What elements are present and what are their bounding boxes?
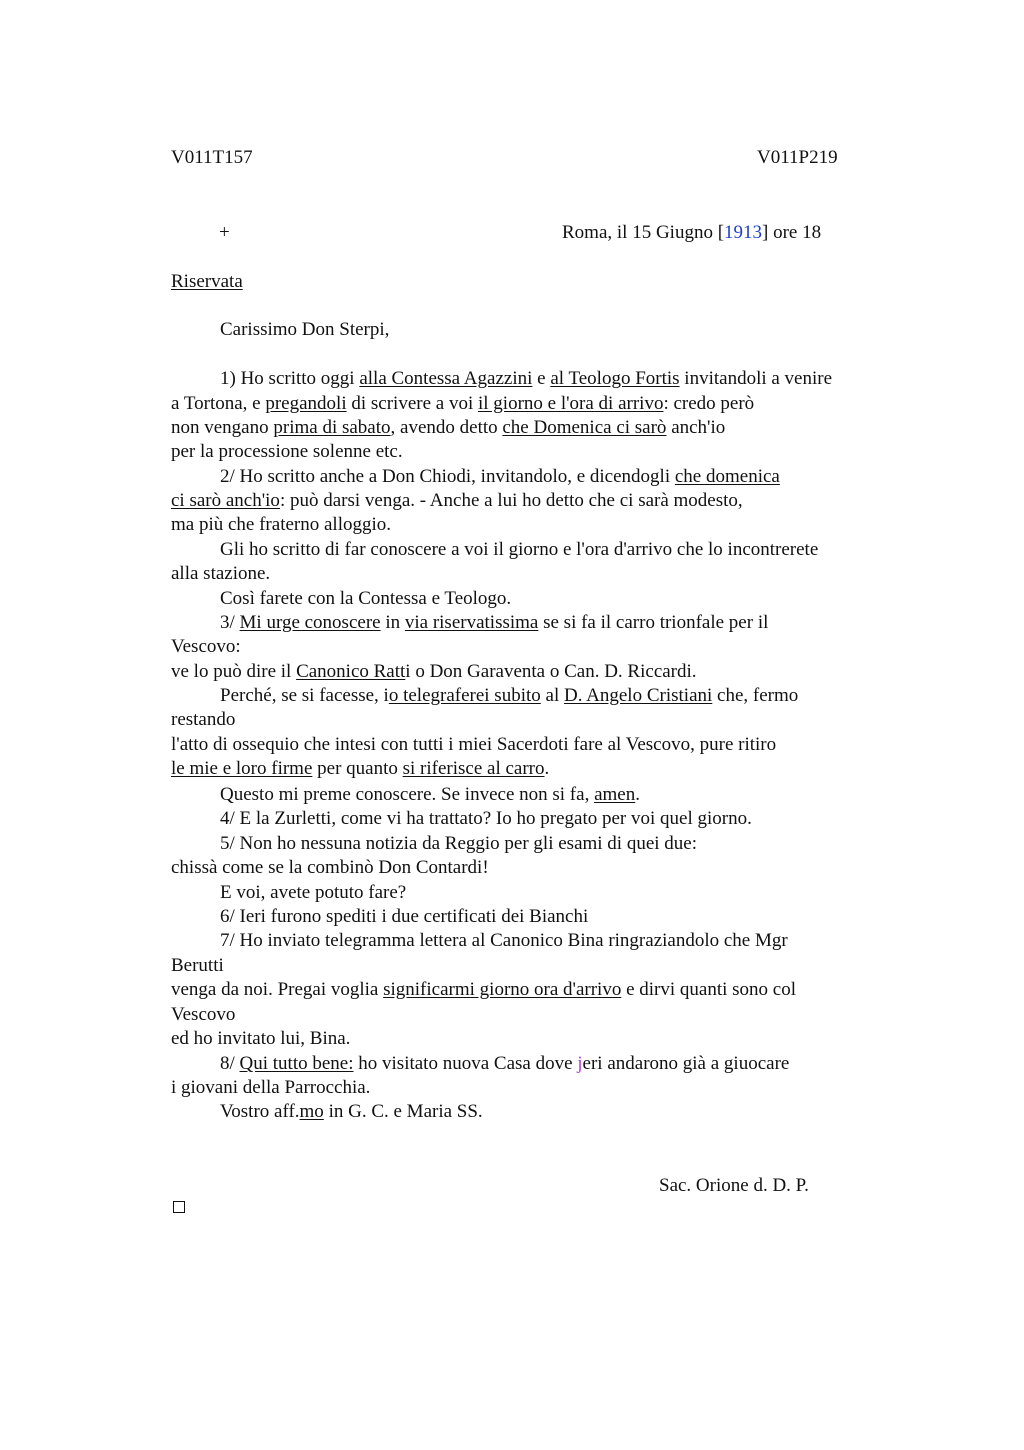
signature: Sac. Orione d. D. P. [659,1175,809,1196]
document-code-right: V011P219 [757,147,838,168]
paragraph-5-line-1: 5/ Non ho nessuna notizia da Reggio per gli esami di quei due: [220,833,698,854]
paragraph-2-line-3: ma più che fraterno alloggio. [171,514,392,535]
paragraph-2-line-6: Così farete con la Contessa e Teologo. [220,588,512,609]
cross-symbol: + [219,222,230,243]
confidential-label: Riservata [171,271,243,292]
paragraph-7-line-4: Vescovo [171,1004,236,1025]
paragraph-1-line-4: per la processione solenne etc. [171,441,403,462]
paragraph-6: 6/ Ieri furono spediti i due certificati dei Bianchi [220,906,589,927]
paragraph-7-line-2: Berutti [171,955,224,976]
paragraph-3-line-4: Perché, se si facesse, io telegraferei subito al D. Angelo Cristiani che, fermo [220,685,799,706]
paragraph-8-line-2: i giovani della Parrocchia. [171,1077,371,1098]
paragraph-3-line-7: le mie e loro firme per quanto si riferisce al carro. [171,758,550,779]
dateline: Roma, il 15 Giugno [1913] ore 18 [562,222,822,243]
paragraph-7-line-3: venga da noi. Pregai voglia significarmi giorno ora d'arrivo e dirvi quanti sono col [171,979,796,1000]
end-square-icon [173,1201,185,1213]
paragraph-7-line-5: ed ho invitato lui, Bina. [171,1028,351,1049]
paragraph-3-line-5: restando [171,709,236,730]
dateline-year: 1913 [724,222,763,243]
paragraph-5-line-2: chissà come se la combinò Don Contardi! [171,857,489,878]
paragraph-1-line-1: 1) Ho scritto oggi alla Contessa Agazzini e al Teologo Fortis invitandoli a venire [220,368,833,389]
paragraph-8-line-1: 8/ Qui tutto bene: ho visitato nuova Casa dove jeri andarono già a giuocare [220,1053,790,1074]
paragraph-3-line-2: Vescovo: [171,636,241,657]
paragraph-5-line-3: E voi, avete potuto fare? [220,882,407,903]
paragraph-2-line-4: Gli ho scritto di far conoscere a voi il giorno e l'ora d'arrivo che lo incontrerete [220,539,819,560]
paragraph-7-line-1: 7/ Ho inviato telegramma lettera al Canonico Bina ringraziandolo che Mgr [220,930,788,951]
paragraph-4: 4/ E la Zurletti, come vi ha trattato? Io ho pregato per voi quel giorno. [220,808,752,829]
paragraph-3-line-6: l'atto di ossequio che intesi con tutti i miei Sacerdoti fare al Vescovo, pure ritiro [171,734,777,755]
paragraph-3-line-8: Questo mi preme conoscere. Se invece non si fa, amen. [220,784,640,805]
paragraph-2-line-2: ci sarò anch'io: può darsi venga. - Anche a lui ho detto che ci sarà modesto, [171,490,743,511]
paragraph-1-line-3: non vengano prima di sabato, avendo detto che Domenica ci sarò anch'io [171,417,726,438]
salutation: Carissimo Don Sterpi, [220,319,390,340]
document-code-left: V011T157 [171,147,253,168]
closing: Vostro aff.mo in G. C. e Maria SS. [220,1101,483,1122]
paragraph-3-line-3: ve lo può dire il Canonico Ratti o Don Garaventa o Can. D. Riccardi. [171,661,697,682]
paragraph-3-line-1: 3/ Mi urge conoscere in via riservatissima se si fa il carro trionfale per il [220,612,769,633]
paragraph-2-line-1: 2/ Ho scritto anche a Don Chiodi, invitandolo, e dicendogli che domenica [220,466,780,487]
paragraph-2-line-5: alla stazione. [171,563,271,584]
paragraph-1-line-2: a Tortona, e pregandoli di scrivere a voi il giorno e l'ora di arrivo: credo però [171,393,755,414]
